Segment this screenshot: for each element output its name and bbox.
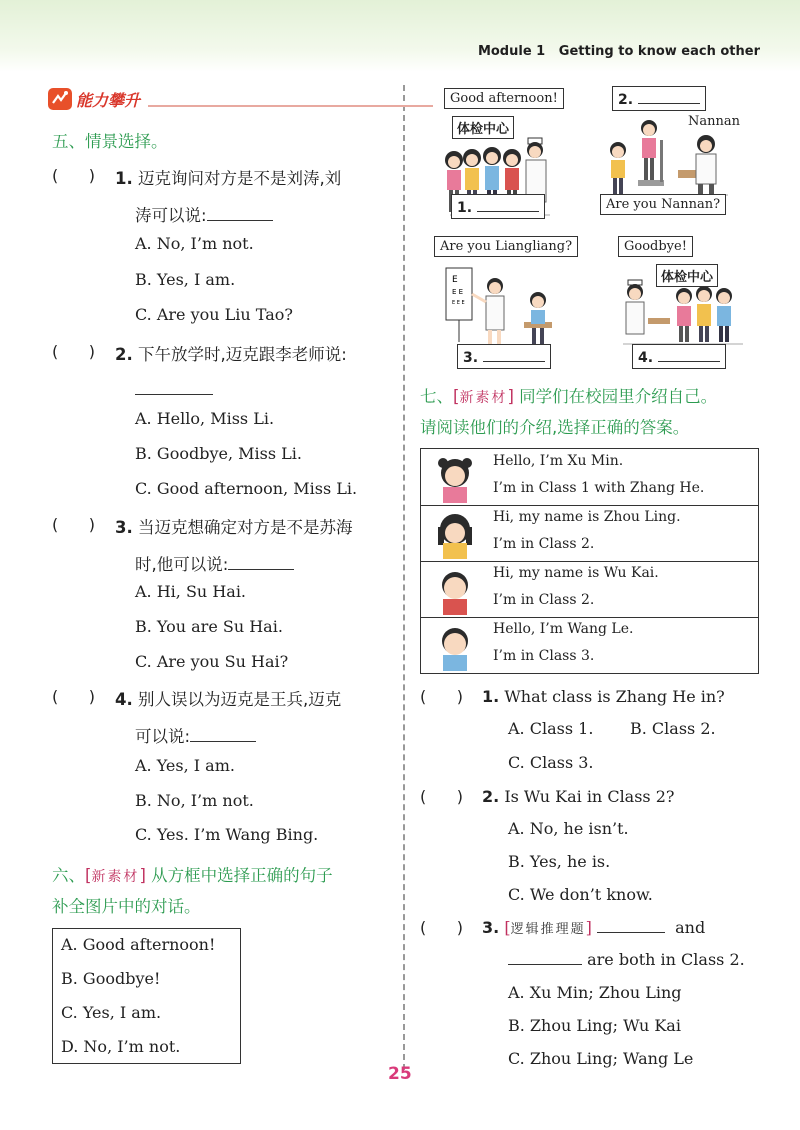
option-c: C. We don’t know. — [508, 885, 653, 904]
qnum: 3. — [115, 518, 133, 537]
qnum: 1. — [115, 169, 133, 188]
boy-portrait-icon — [429, 565, 481, 615]
question-text: are both in Class 2. — [587, 950, 745, 969]
child-on-scale — [638, 120, 664, 186]
introductions-table — [420, 448, 759, 674]
question-7-3 — [482, 918, 705, 937]
tag-bracket-right: ] — [139, 866, 146, 885]
question-5-1-line2 — [135, 202, 273, 226]
question-5-3 — [115, 514, 353, 538]
question-5-1 — [115, 165, 341, 189]
answer-box-3[interactable] — [457, 344, 551, 369]
option-c: C. Zhou Ling; Wang Le — [508, 1049, 694, 1068]
question-text: and — [675, 918, 706, 937]
option-a: A. No, I’m not. — [135, 234, 254, 253]
doctor-seated — [678, 135, 716, 194]
intro-row-wang-le — [421, 617, 758, 673]
child-standing — [610, 142, 626, 194]
scene-3-illustration — [440, 262, 570, 347]
tag-bracket-left: [ — [453, 387, 460, 406]
box-option-b: B. Goodbye! — [61, 969, 161, 988]
child-seated — [524, 292, 552, 344]
question-7-2 — [482, 787, 674, 806]
option-b: B. Zhou Ling; Wu Kai — [508, 1016, 681, 1035]
question-5-4-line2 — [135, 723, 256, 747]
question-5-3-line2 — [135, 551, 294, 575]
question-text: 涛可以说: — [135, 206, 207, 225]
column-divider — [403, 85, 405, 1070]
qnum: 2. — [115, 345, 133, 364]
option-b: B. Class 2. — [630, 719, 716, 738]
section7-prefix: 七、 — [420, 387, 453, 406]
intro-row-xu-min — [421, 449, 758, 506]
speech-bubble-4: Goodbye! — [618, 236, 693, 257]
speech-bubble-1: Good afternoon! — [444, 88, 564, 109]
tag-bracket-left: [ — [504, 918, 511, 937]
top-band — [0, 0, 800, 72]
question-5-2-blank[interactable] — [135, 380, 213, 399]
options-box — [52, 928, 241, 1064]
question-7-1 — [482, 687, 725, 706]
ability-underline — [148, 105, 433, 107]
svg-text:E E: E E — [452, 288, 464, 296]
boy-portrait-icon — [429, 621, 481, 671]
answer-blank[interactable] — [207, 206, 273, 221]
option-a: A. Hi, Su Hai. — [135, 582, 247, 601]
box-option-d: D. No, I’m not. — [61, 1037, 181, 1056]
intro-line: I’m in Class 3. — [493, 648, 595, 664]
question-7-3-line2 — [508, 950, 745, 969]
tag-bracket-left: [ — [85, 866, 92, 885]
doctor — [626, 280, 670, 334]
section7-text: 同学们在校园里介绍自己。 — [519, 387, 718, 406]
question-text: 当迈克想确定对方是不是苏海 — [138, 518, 353, 537]
answer-blank[interactable] — [228, 555, 294, 570]
qnum: 1. — [457, 200, 473, 216]
intro-line: Hello, I’m Xu Min. — [493, 453, 624, 469]
answer-paren-7-2[interactable]: ( ) — [420, 787, 463, 806]
speech-bubble-2: Are you Nannan? — [600, 194, 726, 215]
section6-title-line2: 补全图片中的对话。 — [52, 897, 201, 916]
module-number: Module 1 — [477, 44, 546, 59]
qnum: 4. — [115, 690, 133, 709]
qnum: 1. — [482, 687, 500, 706]
question-text: What class is Zhang He in? — [504, 687, 725, 706]
intro-line: Hello, I’m Wang Le. — [493, 621, 634, 637]
answer-paren-7-3[interactable]: ( ) — [420, 918, 463, 937]
intro-row-zhou-ling — [421, 505, 758, 562]
qnum: 2. — [482, 787, 500, 806]
question-text: 可以说: — [135, 727, 191, 746]
option-c: C. Are you Liu Tao? — [135, 305, 293, 324]
question-text: 别人误以为迈克是王兵,迈克 — [138, 690, 342, 709]
question-5-2 — [115, 341, 347, 365]
answer-blank[interactable] — [638, 89, 700, 104]
section6-text: 从方框中选择正确的句子 — [151, 866, 333, 885]
section6-prefix: 六、 — [52, 866, 85, 885]
module-header — [478, 44, 760, 59]
section5-title: 五、情景选择。 — [52, 132, 168, 151]
sign-4: 体检中心 — [656, 264, 718, 287]
option-c: C. Good afternoon, Miss Li. — [135, 479, 358, 498]
logic-tag: 逻辑推理题 — [510, 922, 586, 937]
option-a: A. Class 1. — [508, 719, 594, 738]
question-text: Is Wu Kai in Class 2? — [504, 787, 675, 806]
option-b: B. Yes, he is. — [508, 852, 611, 871]
module-title: Getting to know each other — [558, 44, 760, 59]
name-label-nannan: Nannan — [688, 114, 740, 129]
option-c: C. Yes. I’m Wang Bing. — [135, 825, 319, 844]
child-3 — [716, 288, 732, 342]
option-b: B. Goodbye, Miss Li. — [135, 444, 302, 463]
intro-row-wu-kai — [421, 561, 758, 618]
question-text: 迈克询问对方是不是刘涛,刘 — [138, 169, 342, 188]
eye-chart — [446, 268, 472, 342]
sign-1: 体检中心 — [452, 116, 514, 139]
svg-text:E E E: E E E — [452, 300, 465, 306]
girl-portrait-icon — [429, 509, 481, 559]
answer-blank[interactable] — [190, 727, 256, 742]
box-option-c: C. Yes, I am. — [61, 1003, 162, 1022]
option-c: C. Are you Su Hai? — [135, 652, 289, 671]
section7-title-line2: 请阅读他们的介绍,选择正确的答案。 — [420, 418, 690, 437]
answer-blank[interactable] — [597, 918, 665, 933]
qnum: 3. — [463, 350, 479, 366]
option-c: C. Class 3. — [508, 753, 594, 772]
child-2 — [696, 286, 712, 342]
answer-box-2[interactable] — [612, 86, 706, 111]
qnum: 4. — [638, 350, 654, 366]
answer-box-1[interactable] — [451, 194, 545, 219]
question-5-4 — [115, 686, 341, 710]
answer-blank[interactable] — [508, 950, 582, 965]
answer-paren-5-3[interactable]: ( ) — [52, 515, 95, 534]
qnum: 3. — [482, 918, 500, 937]
speech-bubble-3: Are you Liangliang? — [434, 236, 578, 257]
girl-portrait-icon — [429, 453, 481, 503]
intro-line: I’m in Class 1 with Zhang He. — [493, 480, 705, 496]
answer-box-4[interactable] — [632, 344, 726, 369]
answer-blank[interactable] — [477, 197, 539, 212]
question-text: 下午放学时,迈克跟李老师说: — [138, 345, 347, 364]
ability-banner — [48, 88, 388, 110]
option-b: B. No, I’m not. — [135, 791, 254, 810]
intro-line: Hi, my name is Wu Kai. — [493, 565, 659, 581]
ability-label: 能力攀升 — [76, 91, 141, 110]
option-a: A. Yes, I am. — [135, 756, 235, 775]
page-number: 25 — [388, 1064, 412, 1084]
answer-paren-7-1[interactable]: ( ) — [420, 687, 463, 706]
answer-paren-5-1[interactable]: ( ) — [52, 166, 95, 185]
intro-line: Hi, my name is Zhou Ling. — [493, 509, 681, 525]
option-b: B. Yes, I am. — [135, 270, 236, 289]
option-a: A. Hello, Miss Li. — [135, 409, 275, 428]
section7-title — [420, 383, 717, 407]
ability-icon — [48, 88, 72, 110]
section6-title — [52, 862, 333, 886]
child-1 — [676, 288, 692, 342]
option-b: B. You are Su Hai. — [135, 617, 283, 636]
answer-blank[interactable] — [135, 380, 213, 395]
answer-blank[interactable] — [658, 347, 720, 362]
nurse-pointing — [472, 278, 504, 344]
new-material-tag: 新素材 — [91, 869, 140, 885]
svg-text:E: E — [452, 275, 458, 285]
answer-blank[interactable] — [483, 347, 545, 362]
answer-paren-5-4[interactable]: ( ) — [52, 687, 95, 706]
option-a: A. Xu Min; Zhou Ling — [508, 983, 682, 1002]
question-text: 时,他可以说: — [135, 555, 229, 574]
new-material-tag: 新素材 — [459, 390, 508, 406]
tag-bracket-right: ] — [585, 918, 592, 937]
intro-line: I’m in Class 2. — [493, 536, 595, 552]
option-a: A. No, he isn’t. — [508, 819, 629, 838]
intro-line: I’m in Class 2. — [493, 592, 595, 608]
answer-paren-5-2[interactable]: ( ) — [52, 342, 95, 361]
qnum: 2. — [618, 92, 634, 108]
box-option-a: A. Good afternoon! — [61, 935, 216, 954]
tag-bracket-right: ] — [507, 387, 514, 406]
